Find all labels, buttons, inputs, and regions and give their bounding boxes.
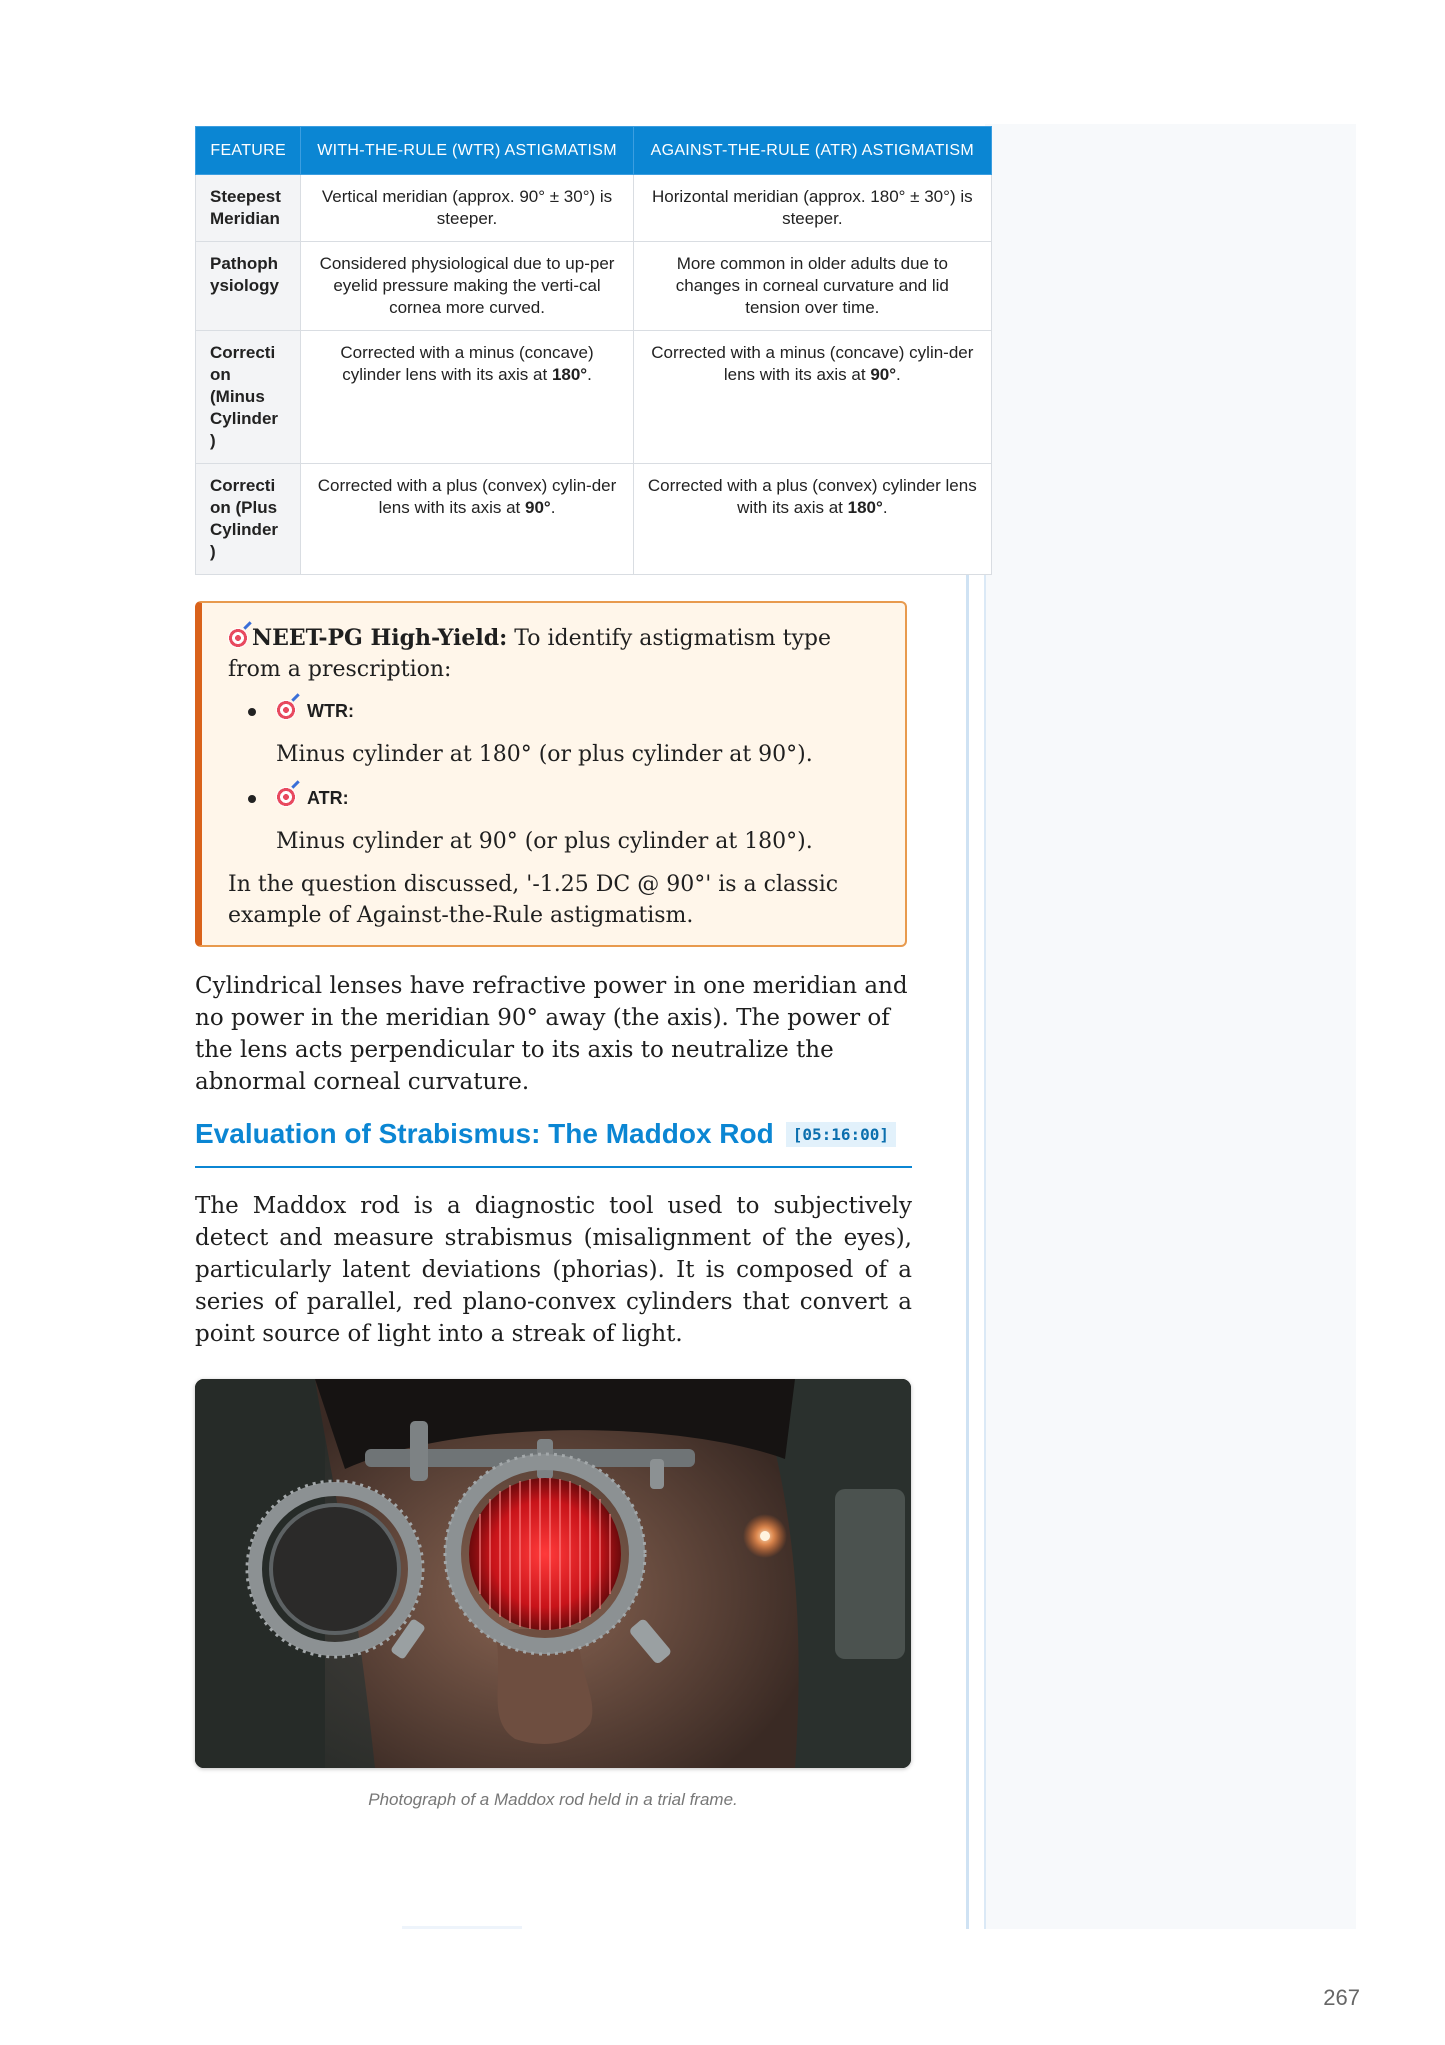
page-number: 267 bbox=[1323, 1985, 1360, 2010]
atr-cell: More common in older adults due to changes in corneal curvature and lid tension over time. bbox=[633, 242, 991, 331]
atr-cell: Corrected with a plus (convex) cylinder lens with its axis at 180°. bbox=[633, 464, 991, 575]
wtr-cell: Corrected with a plus (convex) cylin-der lens with its axis at 90°. bbox=[301, 464, 633, 575]
callout-intro-text: To identify astigmatism type from a prescription: bbox=[228, 626, 831, 682]
feature-cell: Correcti on (Minus Cylinder ) bbox=[196, 331, 301, 464]
column-header: FEATURE bbox=[196, 127, 301, 175]
bullet-icon bbox=[248, 795, 256, 803]
target-icon bbox=[276, 787, 296, 807]
item-label: ATR: bbox=[307, 788, 349, 808]
callout-title: NEET-PG High-Yield: bbox=[252, 625, 508, 651]
item-text: Minus cylinder at 90° (or plus cylinder at 180°). bbox=[276, 829, 813, 854]
high-yield-callout bbox=[195, 601, 907, 947]
target-icon bbox=[276, 700, 296, 720]
list-item bbox=[228, 782, 879, 857]
table-row bbox=[196, 242, 992, 331]
maddox-rod-photo bbox=[195, 1379, 911, 1768]
atr-cell: Horizontal meridian (approx. 180° ± 30°) is steeper. bbox=[633, 175, 991, 242]
callout-outro: In the question discussed, '-1.25 DC @ 90°' is a classic example of Against-the-Rule astigmatism. bbox=[228, 872, 839, 928]
table-row bbox=[196, 331, 992, 464]
feature-cell: Correcti on (Plus Cylinder ) bbox=[196, 464, 301, 575]
divider bbox=[402, 1926, 522, 1929]
target-icon bbox=[228, 628, 248, 648]
timestamp-link[interactable]: [05:16:00] bbox=[786, 1122, 896, 1147]
astigmatism-comparison-table bbox=[195, 126, 992, 575]
sidebar-panel bbox=[985, 124, 1356, 1929]
margin-rule bbox=[984, 570, 986, 1929]
body-paragraph: Cylindrical lenses have refractive power in one meridian and no power in the meridian 90° away (the axis). The power of the lens acts perpendicular to its axis to neutralize the abnormal corneal curvature. bbox=[195, 973, 908, 1095]
table-row bbox=[196, 175, 992, 242]
table-row bbox=[196, 464, 992, 575]
item-text: Minus cylinder at 180° (or plus cylinder at 90°). bbox=[276, 742, 813, 767]
body-paragraph: The Maddox rod is a diagnostic tool used to subjectively detect and measure strabismus (misalignment of the eyes), particularly latent deviations (phorias). It is composed of a series of parallel, red plano-convex cylinders that convert a point source of light into a streak of light. bbox=[195, 1193, 912, 1347]
column-header: WITH-THE-RULE (WTR) ASTIGMATISM bbox=[301, 127, 633, 175]
figure-caption: Photograph of a Maddox rod held in a trial frame. bbox=[368, 1790, 738, 1809]
wtr-cell: Considered physiological due to up-per eyelid pressure making the verti-cal cornea more curved. bbox=[301, 242, 633, 331]
feature-cell: Steepest Meridian bbox=[196, 175, 301, 242]
item-label: WTR: bbox=[307, 701, 354, 721]
wtr-cell: Vertical meridian (approx. 90° ± 30°) is steeper. bbox=[301, 175, 633, 242]
bullet-icon bbox=[248, 708, 256, 716]
feature-cell: Pathoph ysiology bbox=[196, 242, 301, 331]
margin-rule bbox=[966, 570, 969, 1929]
heading-title: Evaluation of Strabismus: The Maddox Rod bbox=[195, 1118, 774, 1149]
wtr-cell: Corrected with a minus (concave) cylinder lens with its axis at 180°. bbox=[301, 331, 633, 464]
section-heading bbox=[195, 1118, 912, 1168]
atr-cell: Corrected with a minus (concave) cylin-der lens with its axis at 90°. bbox=[633, 331, 991, 464]
callout-list bbox=[228, 695, 879, 857]
column-header: AGAINST-THE-RULE (ATR) ASTIGMATISM bbox=[633, 127, 991, 175]
list-item bbox=[228, 695, 879, 770]
table-header-row bbox=[196, 127, 992, 175]
callout-intro bbox=[228, 623, 879, 685]
